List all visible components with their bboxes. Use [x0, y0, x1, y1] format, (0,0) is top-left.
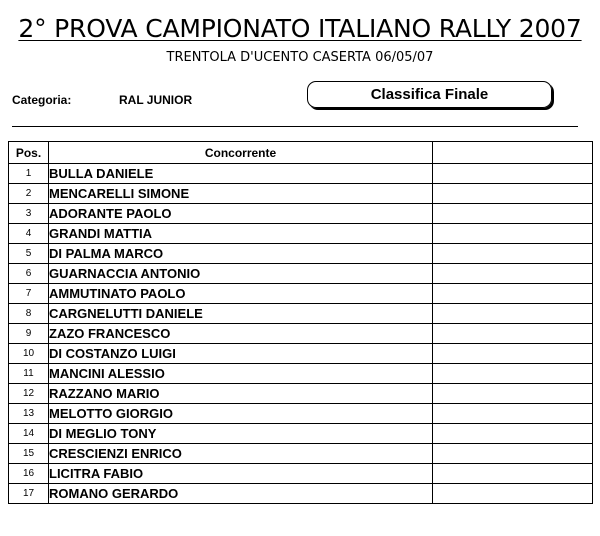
row-empty-cell — [433, 224, 593, 244]
row-position: 16 — [9, 464, 49, 484]
table-row — [9, 444, 593, 464]
row-empty-cell — [433, 424, 593, 444]
row-competitor-name: DI COSTANZO LUIGI — [49, 344, 433, 364]
row-empty-cell — [433, 184, 593, 204]
row-empty-cell — [433, 204, 593, 224]
table-row — [9, 324, 593, 344]
divider — [12, 126, 578, 127]
table-row — [9, 204, 593, 224]
row-competitor-name: MELOTTO GIORGIO — [49, 404, 433, 424]
row-competitor-name: GUARNACCIA ANTONIO — [49, 264, 433, 284]
column-header-pos: Pos. — [9, 142, 49, 164]
row-position: 14 — [9, 424, 49, 444]
category-value: RAL JUNIOR — [119, 93, 193, 107]
row-position: 10 — [9, 344, 49, 364]
row-position: 4 — [9, 224, 49, 244]
row-competitor-name: DI MEGLIO TONY — [49, 424, 433, 444]
row-empty-cell — [433, 324, 593, 344]
column-header-competitor: Concorrente — [49, 142, 433, 164]
table-row — [9, 424, 593, 444]
row-empty-cell — [433, 344, 593, 364]
table-row — [9, 224, 593, 244]
table-row — [9, 404, 593, 424]
row-position: 13 — [9, 404, 49, 424]
row-empty-cell — [433, 244, 593, 264]
row-position: 11 — [9, 364, 49, 384]
event-location-date: TRENTOLA D'UCENTO CASERTA 06/05/07 — [166, 50, 434, 65]
row-position: 17 — [9, 484, 49, 504]
table-row — [9, 264, 593, 284]
table-row — [9, 304, 593, 324]
table-row — [9, 364, 593, 384]
table-row — [9, 164, 593, 184]
row-competitor-name: MANCINI ALESSIO — [49, 364, 433, 384]
row-competitor-name: CRESCIENZI ENRICO — [49, 444, 433, 464]
page-title: 2° PROVA CAMPIONATO ITALIANO RALLY 2007 — [18, 14, 582, 43]
table-row — [9, 484, 593, 504]
row-competitor-name: GRANDI MATTIA — [49, 224, 433, 244]
row-empty-cell — [433, 444, 593, 464]
row-position: 12 — [9, 384, 49, 404]
row-position: 5 — [9, 244, 49, 264]
row-competitor-name: BULLA DANIELE — [49, 164, 433, 184]
row-empty-cell — [433, 264, 593, 284]
row-competitor-name: MENCARELLI SIMONE — [49, 184, 433, 204]
table-row — [9, 344, 593, 364]
row-position: 3 — [9, 204, 49, 224]
category-label: Categoria: — [12, 93, 72, 107]
row-position: 6 — [9, 264, 49, 284]
row-empty-cell — [433, 384, 593, 404]
row-competitor-name: DI PALMA MARCO — [49, 244, 433, 264]
table-row — [9, 284, 593, 304]
row-competitor-name: ZAZO FRANCESCO — [49, 324, 433, 344]
row-position: 8 — [9, 304, 49, 324]
row-competitor-name: CARGNELUTTI DANIELE — [49, 304, 433, 324]
row-empty-cell — [433, 464, 593, 484]
row-position: 9 — [9, 324, 49, 344]
row-empty-cell — [433, 284, 593, 304]
table-row — [9, 464, 593, 484]
row-position: 7 — [9, 284, 49, 304]
classification-badge: Classifica Finale — [307, 81, 552, 108]
row-position: 1 — [9, 164, 49, 184]
table-header-row — [9, 142, 593, 164]
row-competitor-name: ADORANTE PAOLO — [49, 204, 433, 224]
table-row — [9, 244, 593, 264]
row-competitor-name: LICITRA FABIO — [49, 464, 433, 484]
row-position: 15 — [9, 444, 49, 464]
results-table — [8, 141, 593, 504]
row-competitor-name: ROMANO GERARDO — [49, 484, 433, 504]
row-empty-cell — [433, 164, 593, 184]
column-header-empty — [433, 142, 593, 164]
row-empty-cell — [433, 484, 593, 504]
row-competitor-name: RAZZANO MARIO — [49, 384, 433, 404]
row-empty-cell — [433, 404, 593, 424]
table-row — [9, 184, 593, 204]
row-competitor-name: AMMUTINATO PAOLO — [49, 284, 433, 304]
row-empty-cell — [433, 304, 593, 324]
row-position: 2 — [9, 184, 49, 204]
row-empty-cell — [433, 364, 593, 384]
table-body — [9, 164, 593, 504]
table-row — [9, 384, 593, 404]
